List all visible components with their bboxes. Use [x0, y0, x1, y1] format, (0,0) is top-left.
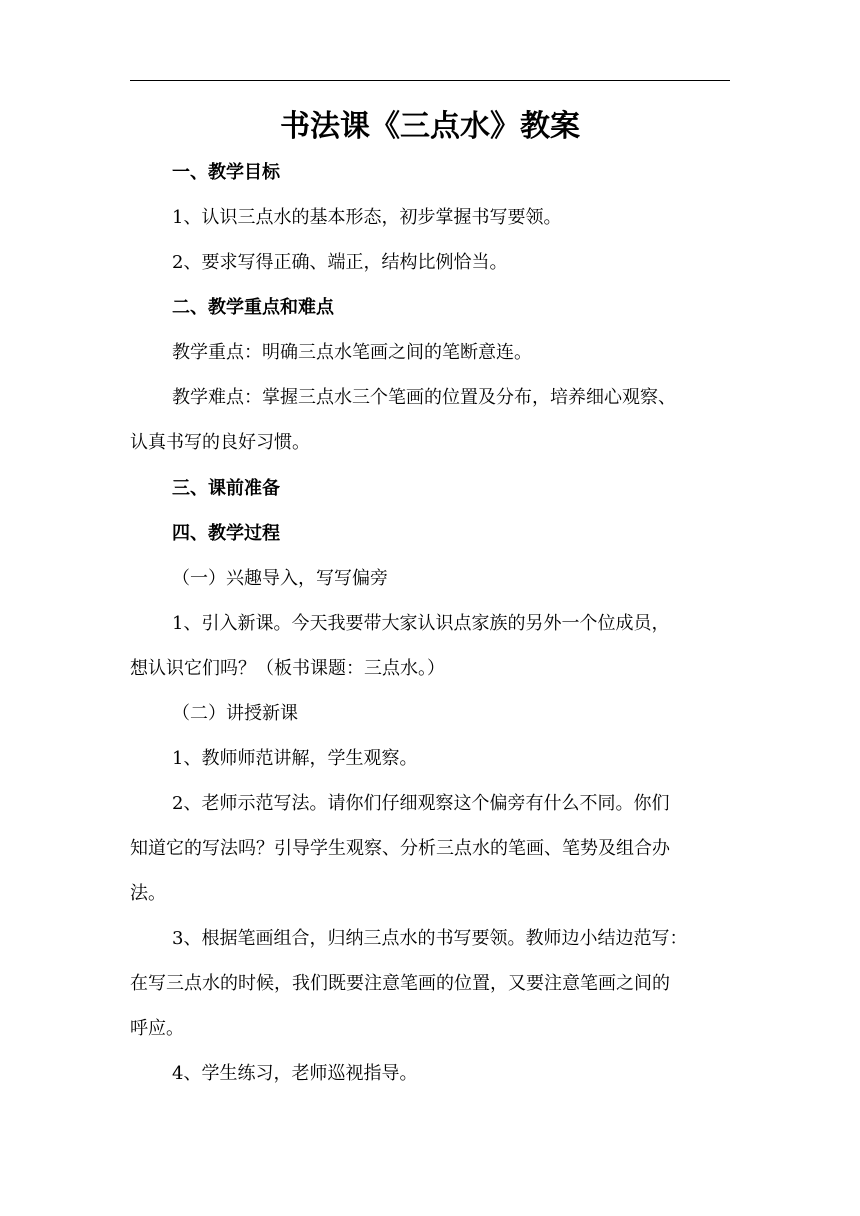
section-heading-key-points: 二、教学重点和难点: [172, 297, 334, 318]
section-heading-process: 四、教学过程: [172, 523, 280, 544]
header-rule: [130, 80, 730, 81]
difficulty-text-line-2: 认真书写的良好习惯。: [130, 432, 310, 453]
lesson-step-4: 4、学生练习，老师巡视指导。: [172, 1063, 418, 1084]
lesson-step-2-line-1: 2、老师示范写法。请你们仔细观察这个偏旁有什么不同。你们: [172, 793, 670, 814]
intro-paragraph-line-2: 想认识它们吗？（板书课题：三点水。）: [130, 658, 445, 679]
section-heading-preparation: 三、课前准备: [172, 478, 280, 499]
document-title: 书法课《三点水》教案: [280, 109, 580, 144]
subsection-heading-intro: （一）兴趣导入，写写偏旁: [172, 568, 388, 589]
section-heading-objectives: 一、教学目标: [172, 162, 280, 183]
difficulty-text-line-1: 教学难点：掌握三点水三个笔画的位置及分布，培养细心观察、: [172, 387, 676, 408]
lesson-step-1: 1、教师师范讲解，学生观察。: [172, 748, 418, 769]
lesson-step-3-line-2: 在写三点水的时候，我们既要注意笔画的位置，又要注意笔画之间的: [130, 973, 670, 994]
key-point-text: 教学重点：明确三点水笔画之间的笔断意连。: [172, 342, 532, 363]
intro-paragraph-line-1: 1、引入新课。今天我要带大家认识点家族的另外一个位成员，: [172, 613, 670, 634]
lesson-step-2-line-2: 知道它的写法吗？引导学生观察、分析三点水的笔画、笔势及组合办: [130, 838, 670, 859]
objective-item-1: 1、认识三点水的基本形态，初步掌握书写要领。: [172, 207, 562, 228]
objective-item-2: 2、要求写得正确、端正，结构比例恰当。: [172, 252, 508, 273]
lesson-step-2-line-3: 法。: [130, 883, 166, 904]
lesson-step-3-line-3: 呼应。: [130, 1018, 184, 1039]
subsection-heading-new-lesson: （二）讲授新课: [172, 703, 298, 724]
lesson-step-3-line-1: 3、根据笔画组合，归纳三点水的书写要领。教师边小结边范写：: [172, 928, 688, 949]
